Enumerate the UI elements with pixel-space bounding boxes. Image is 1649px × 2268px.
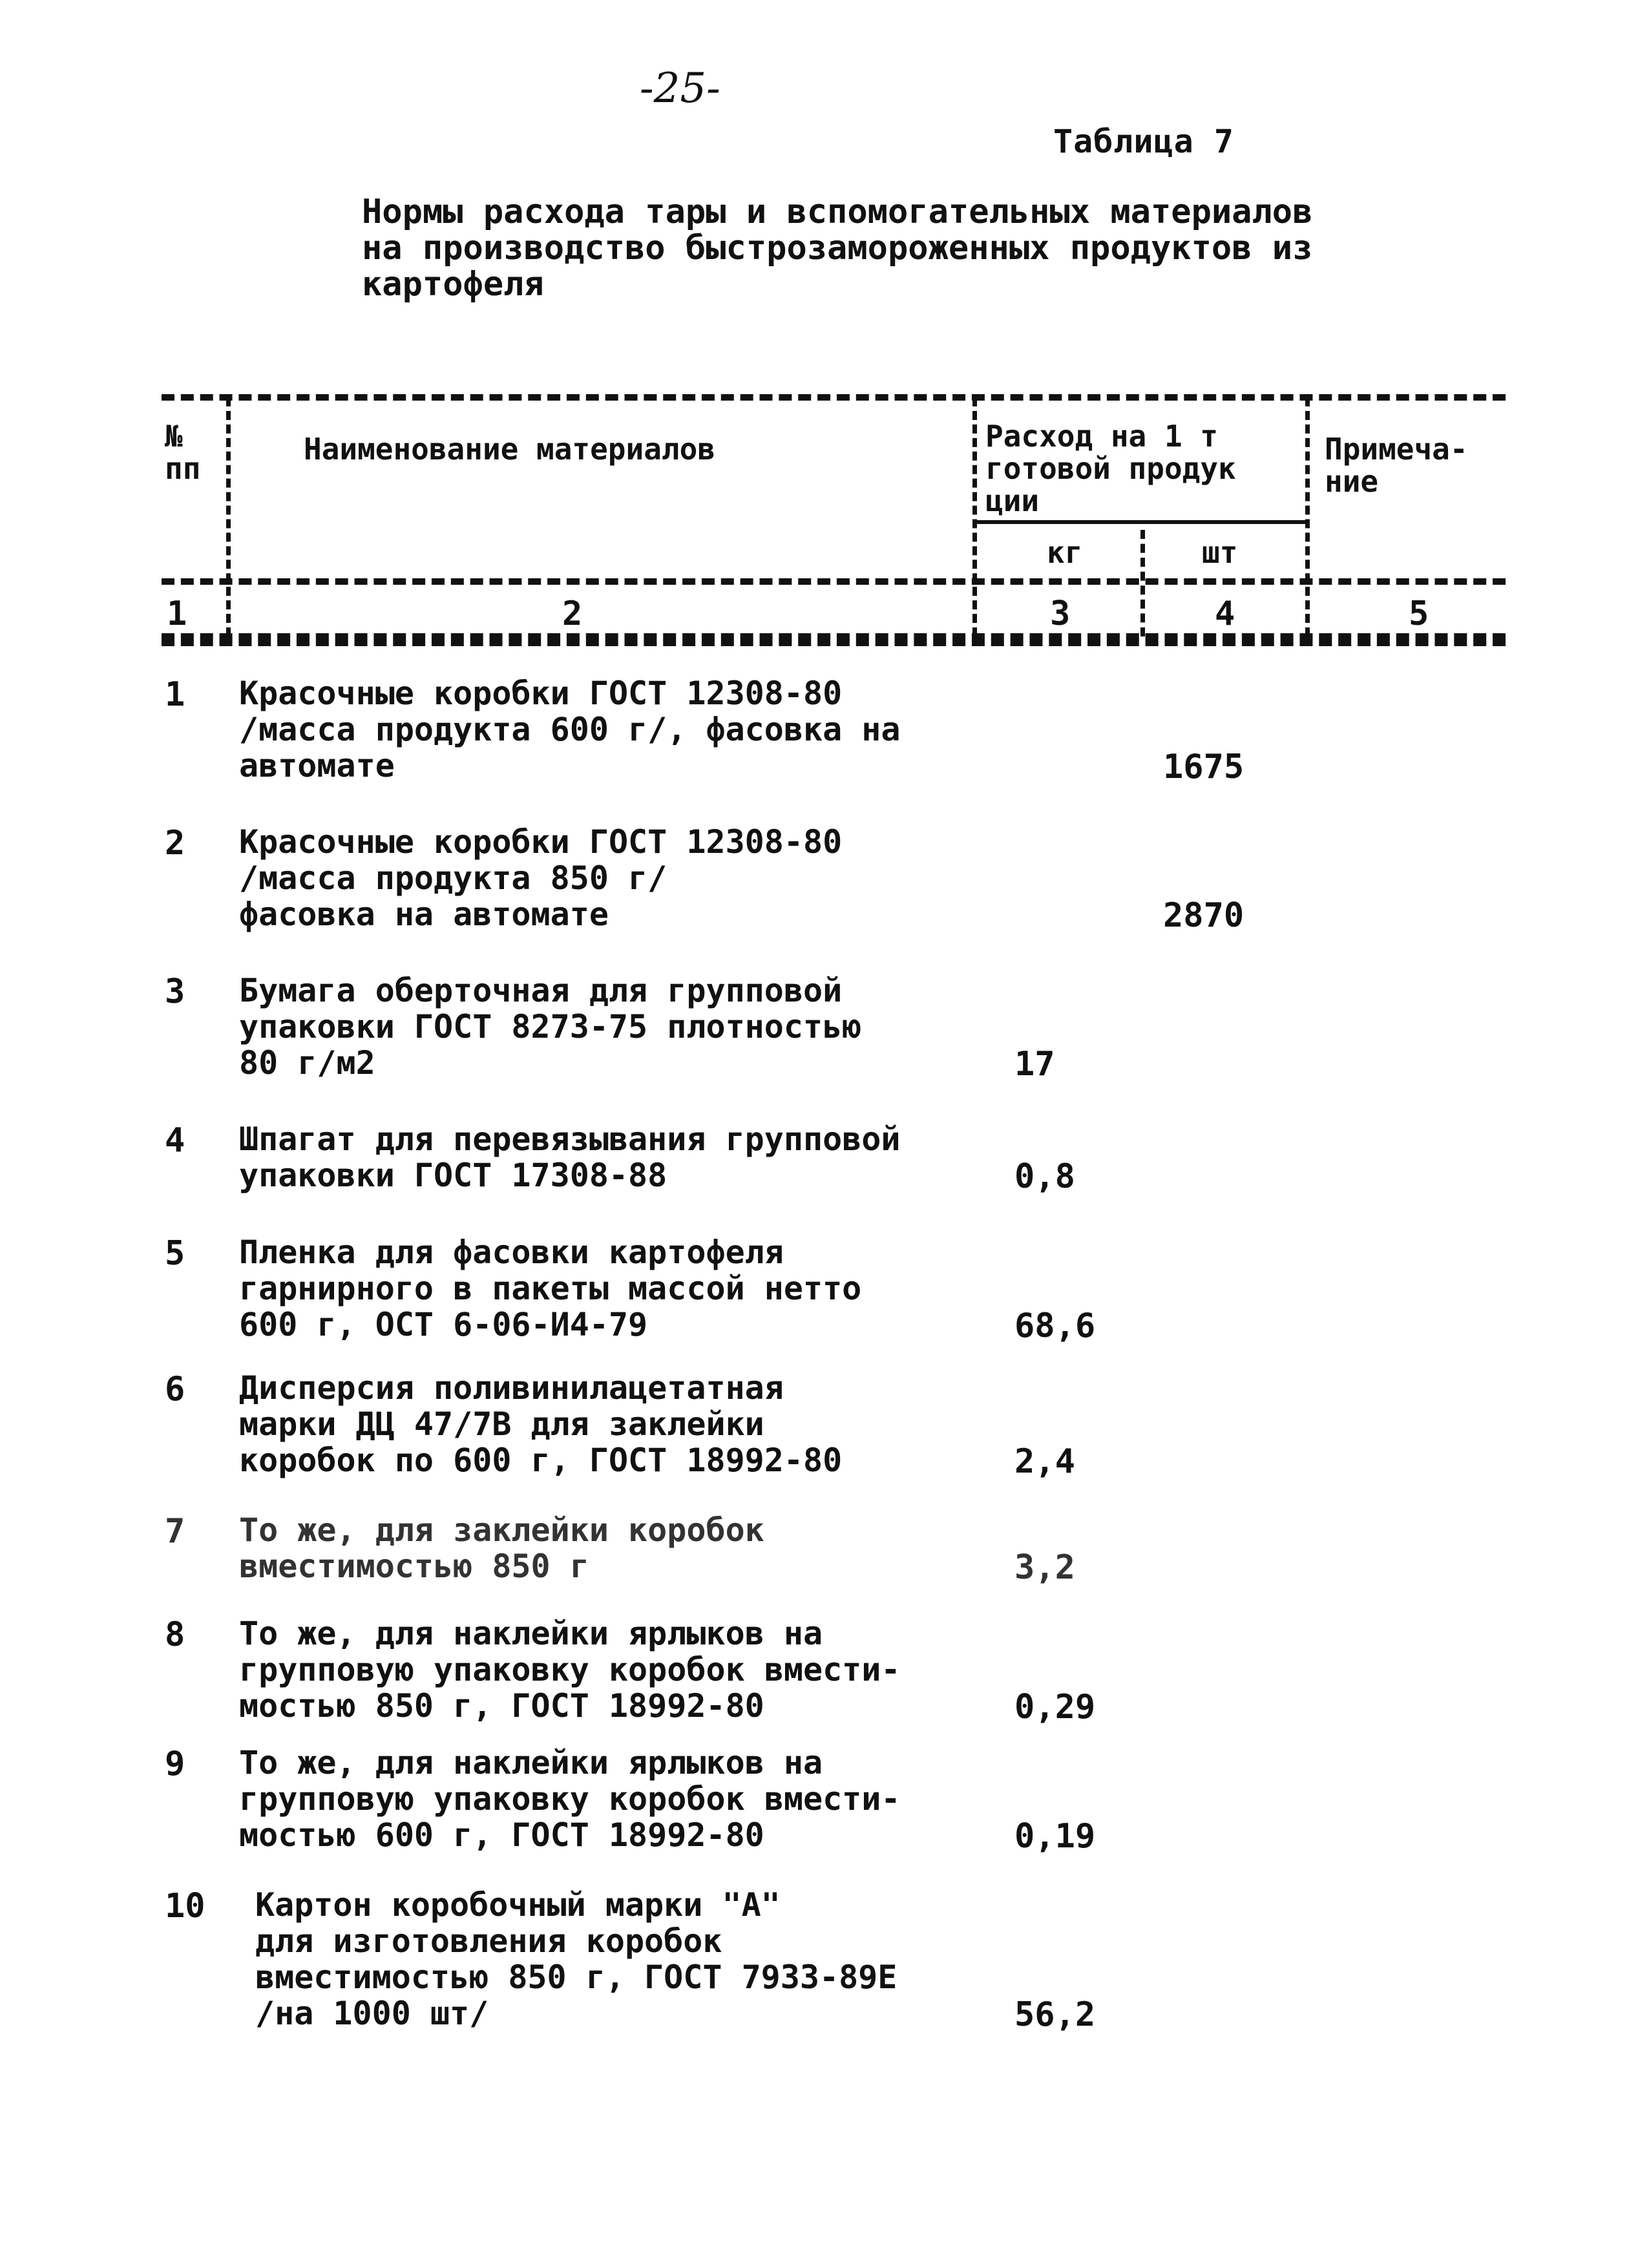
col-divider-3 — [1140, 530, 1145, 636]
row-material: Дисперсия поливинилацетатная марки ДЦ 47/7В для заклейки коробок по 600 г, ГОСТ 18992-80 — [239, 1369, 843, 1479]
row-number: 9 — [165, 1745, 185, 1783]
col-divider-4 — [1305, 397, 1310, 636]
row-material: Красочные коробки ГОСТ 12308-80 /масса продукта 850 г/ фасовка на автомате — [239, 823, 843, 933]
header-col-note: Примеча- ние — [1325, 432, 1468, 499]
header-col-sht: шт — [1202, 535, 1238, 570]
row-value-kg: 68,6 — [1014, 1307, 1096, 1345]
row-value-kg: 56,2 — [1014, 1995, 1096, 2034]
header-bottom-rule — [162, 633, 1506, 640]
col-divider-2 — [972, 397, 977, 636]
row-number: 10 — [165, 1887, 205, 1926]
row-value-kg: 0,8 — [1014, 1157, 1075, 1196]
usage-subrule — [976, 520, 1305, 524]
row-number: 2 — [165, 824, 185, 863]
header-col-kg: кг — [1047, 535, 1083, 570]
row-value-sht: 1675 — [1163, 748, 1245, 786]
column-number-1: 1 — [167, 594, 187, 633]
row-value-kg: 3,2 — [1014, 1548, 1075, 1587]
row-material: Шпагат для перевязывания групповой упаковки ГОСТ 17308-88 — [239, 1120, 901, 1194]
column-number-5: 5 — [1409, 594, 1429, 633]
row-number: 3 — [165, 972, 185, 1011]
document-title: Нормы расхода тары и вспомогательных материалов на производство быстрозамороженных продуктов из картофеля — [362, 193, 1313, 304]
row-number: 8 — [165, 1615, 185, 1654]
row-material: То же, для наклейки ярлыков на групповую упаковку коробок вмести- мостью 850 г, ГОСТ 18992-80 — [239, 1615, 901, 1725]
row-number: 5 — [165, 1234, 185, 1273]
row-value-kg: 2,4 — [1014, 1442, 1075, 1481]
header-col-usage: Расход на 1 т готовой продук ции — [985, 419, 1236, 518]
row-material: Бумага оберточная для групповой упаковки ГОСТ 8273-75 плотностью 80 г/м2 — [239, 972, 862, 1082]
row-value-kg: 17 — [1014, 1045, 1055, 1084]
row-material: То же, для заклейки коробок вместимостью 850 г — [239, 1511, 764, 1585]
row-material: Пленка для фасовки картофеля гарнирного в пакеты массой нетто 600 г, ОСТ 6-06-И4-79 — [239, 1234, 862, 1343]
row-material: Картон коробочный марки "А" для изготовления коробок вместимостью 850 г, ГОСТ 7933-89Е /на 1000 шт/ — [255, 1886, 898, 2032]
row-material: То же, для наклейки ярлыков на групповую упаковку коробок вмести- мостью 600 г, ГОСТ 18992-80 — [239, 1744, 901, 1854]
column-number-2: 2 — [562, 594, 583, 633]
row-number: 4 — [165, 1121, 185, 1160]
row-value-sht: 2870 — [1163, 896, 1245, 935]
table-label: Таблица 7 — [1053, 123, 1234, 160]
column-number-rule — [162, 640, 1506, 646]
column-number-4: 4 — [1215, 594, 1235, 633]
page-number: -25- — [640, 65, 720, 112]
header-mid-rule — [162, 578, 1506, 585]
header-col-name: Наименование материалов — [304, 432, 715, 467]
row-value-kg: 0,19 — [1014, 1817, 1096, 1856]
row-number: 7 — [165, 1512, 185, 1551]
col-divider-1 — [226, 397, 231, 636]
row-value-kg: 0,29 — [1014, 1688, 1096, 1727]
row-number: 6 — [165, 1370, 185, 1409]
header-col-num: № пп — [165, 419, 201, 486]
header-top-rule — [162, 394, 1506, 401]
column-number-3: 3 — [1050, 594, 1071, 633]
row-number: 1 — [165, 675, 185, 714]
row-material: Красочные коробки ГОСТ 12308-80 /масса продукта 600 г/, фасовка на автомате — [239, 675, 901, 784]
